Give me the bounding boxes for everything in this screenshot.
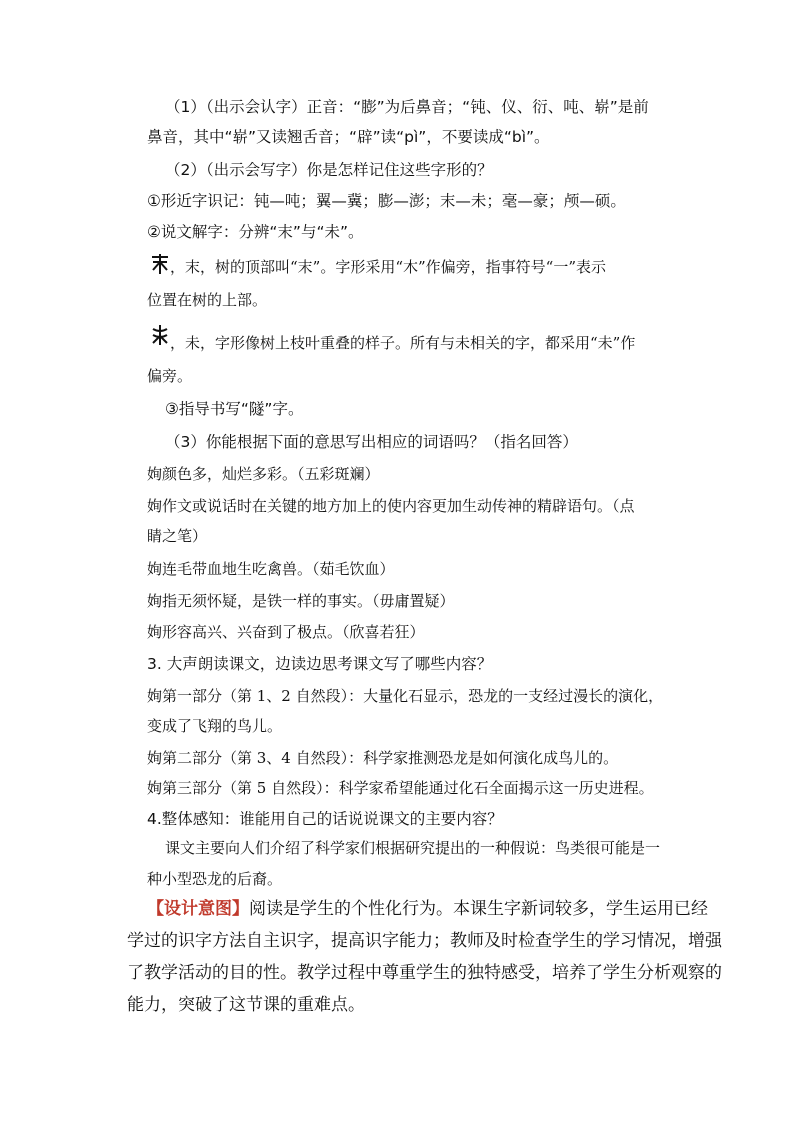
text-line: （1）（出示会认字）正音：“膨”为后鼻音；“钝、仪、衍、吨、崭”是前: [165, 98, 649, 116]
text-line: 姰第二部分（第 3、4 自然段）：科学家推测恐龙是如何演化成鸟儿的。: [147, 749, 619, 767]
text-line: 睛之笔）: [147, 527, 208, 545]
text-line: （2）（出示会写字）你是怎样记住这些字形的？: [165, 161, 493, 179]
text-line: ②说文解字：分辨“末”与“未”。: [147, 223, 364, 241]
text-line: 姰颜色多，灿烂多彩。（五彩斑斓）: [147, 465, 380, 483]
text-line: 偏旁。: [147, 367, 193, 385]
text-line: ，未，字形像树上枝叶重叠的样子。所有与未相关的字，都采用“未”作: [170, 334, 636, 352]
design-intent-paragraph: [147, 898, 708, 920]
text-line: 能力，突破了这节课的重难点。: [127, 995, 365, 1015]
text-line: 姰第一部分（第 1、2 自然段）：大量化石显示，恐龙的一支经过漫长的演化，: [147, 687, 664, 705]
text-line: ，末，树的顶部叫“末”。字形采用“木”作偏旁，指事符号“一”表示: [170, 258, 607, 276]
text-line: 姰第三部分（第 5 自然段）：科学家希望能通过化石全面揭示这一历史进程。: [147, 779, 654, 797]
text-line: 姰形容高兴、兴奋到了极点。（欣喜若狂）: [147, 623, 425, 641]
text-line: （3）你能根据下面的意思写出相应的词语吗？（指名回答）: [165, 433, 578, 451]
text-line: 课文主要向人们介绍了科学家们根据研究提出的一种假说：鸟类很可能是一: [165, 839, 661, 857]
text-line: 位置在树的上部。: [147, 291, 268, 309]
text-line: 姰作文或说话时在关键的地方加上的使内容更加生动传神的精辟语句。（点: [147, 497, 635, 515]
text-line: 4.整体感知：谁能用自己的话说说课文的主要内容？: [147, 810, 503, 828]
text-line: 学过的识字方法自主识字，提高识字能力；教师及时检查学生的学习情况，增强: [127, 931, 722, 951]
text-line: 种小型恐龙的后裔。: [147, 870, 283, 888]
text-line: 了教学活动的目的性。教学过程中尊重学生的独特感受，培养了学生分析观察的: [127, 963, 722, 983]
text-line: ③指导书写“隧”字。: [165, 400, 304, 418]
seal-script-wei-icon: [150, 324, 170, 346]
text-line: 变成了飞翔的鸟儿。: [147, 717, 283, 735]
seal-script-mo-icon: [150, 253, 170, 275]
text-line: 姰连毛带血地生吃禽兽。（茹毛饮血）: [147, 560, 395, 578]
text-line: ①形近字识记：钝—吨；翼—冀；膨—澎；末—未；毫—豪；颅—硕。: [147, 192, 626, 210]
text-line: 3. 大声朗读课文，边读边思考课文写了哪些内容？: [147, 655, 493, 673]
text-line: 阅读是学生的个性化行为。本课生字新词较多，学生运用已经: [249, 899, 708, 919]
text-line: 鼻音，其中“崭”又读翘舌音；“辟”读“pì”，不要读成“bì”。: [147, 128, 550, 146]
design-intent-label: 【设计意图】: [147, 899, 249, 919]
text-line: 姰指无须怀疑，是铁一样的事实。（毋庸置疑）: [147, 592, 455, 610]
